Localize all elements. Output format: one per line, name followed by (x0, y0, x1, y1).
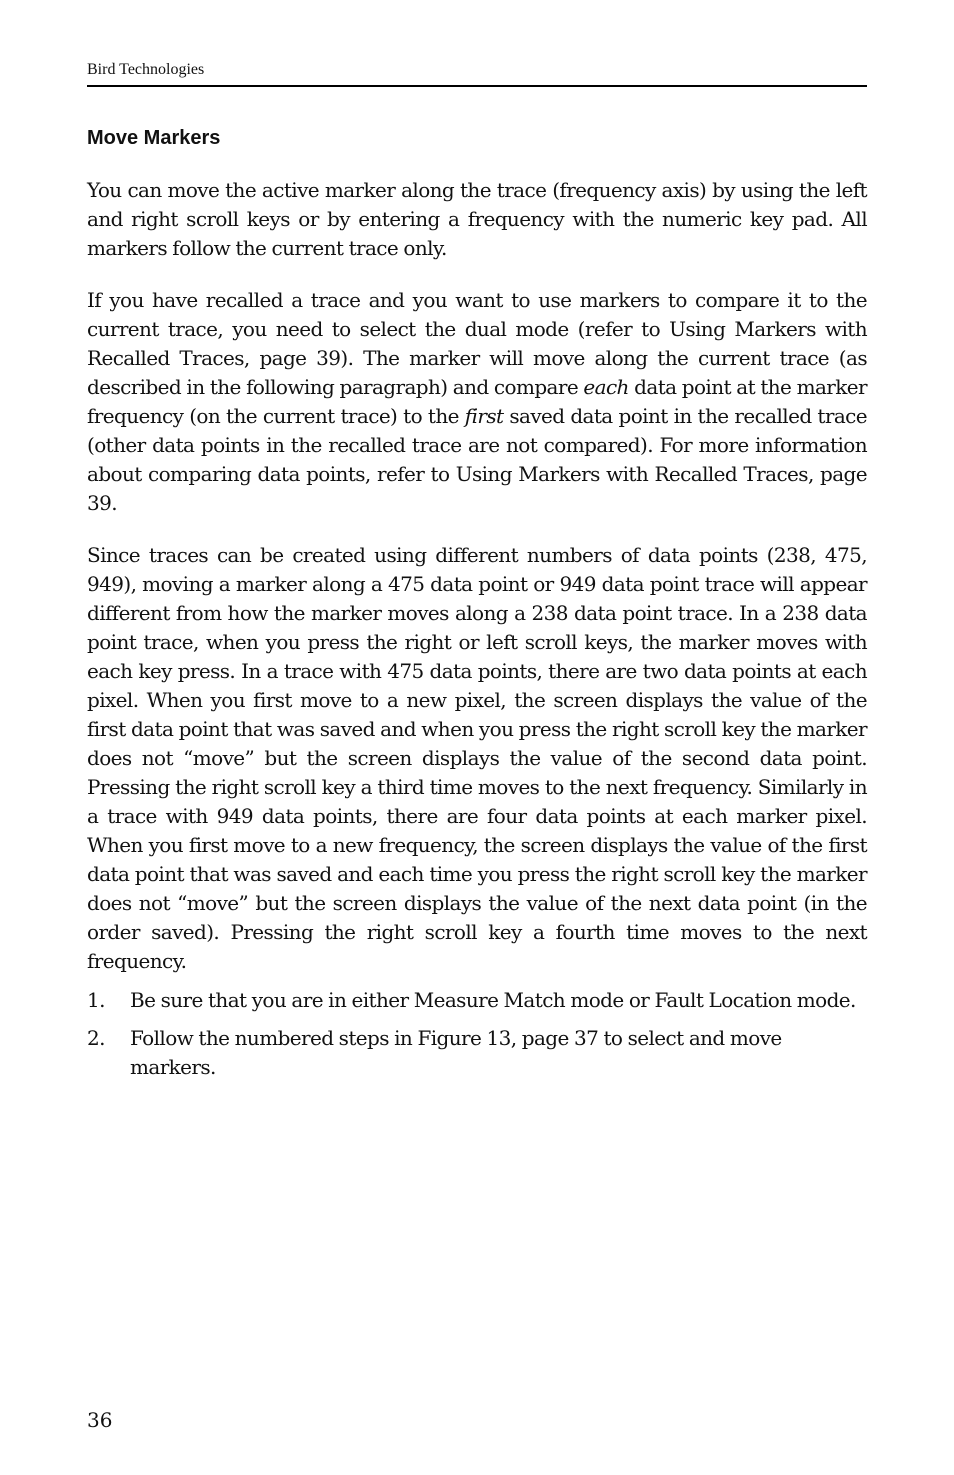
header-rule (87, 85, 867, 87)
paragraph-dual-mode-part-2: data point at the marker frequency (on the current trace) to the (87, 375, 867, 428)
paragraph-dual-mode-part-3: saved data point in the recalled trace (other data points in the recalled trace are not compared). For more information about comparing data points, refer to Using Markers with Recalled Traces, page 39. (87, 404, 867, 515)
paragraph-data-points: Since traces can be created using different numbers of data points (238, 475, 949), moving a marker along a 475 data point or 949 data point trace will appear different from how the marker moves along a 238 data point trace. In a 238 data point trace, when you press the right or left scroll keys, the marker moves with each key press. In a trace with 475 data points, there are two data points at each pixel. When you first move to a new pixel, the screen displays the value of the first data point that was saved and when you press the right scroll key the marker does not “move” but the screen displays the value of the second data point. Pressing the right scroll key a third time moves to the next frequency. Similarly in a trace with 949 data points, there are four data points at each marker pixel. When you first move to a new frequency, the screen displays the value of the first data point that was saved and each time you press the right scroll key the marker does not “move” but the screen displays the value of the next data point (in the order saved). Pressing the right scroll key a fourth time moves to the next frequency. (87, 543, 867, 973)
step-text: Be sure that you are in either Measure Match mode or Fault Location mode. (130, 988, 856, 1012)
emphasis-each: each (583, 375, 629, 399)
step-number: 2. (87, 1026, 105, 1050)
list-item (87, 1024, 867, 1082)
list-item (87, 986, 867, 1015)
section-heading: Move Markers (87, 127, 221, 149)
paragraph-intro: You can move the active marker along the trace (frequency axis) by using the left and right scroll keys or by entering a frequency with the numeric key pad. All markers follow the current trace only. (87, 178, 867, 260)
running-header: Bird Technologies (87, 61, 205, 78)
page-number: 36 (87, 1408, 113, 1432)
paragraph-dual-mode (87, 286, 867, 518)
body-text (87, 176, 867, 1091)
emphasis-first: first (464, 404, 504, 428)
steps-list (87, 986, 867, 1082)
paragraph-dual-mode-part-1: If you have recalled a trace and you want to use markers to compare it to the current trace, you need to select the dual mode (refer to Using Markers with Recalled Traces, page 39). The marker will move along the current trace (as described in the following paragraph) and compare (87, 288, 867, 399)
document-page (87, 0, 867, 1475)
step-text: Follow the numbered steps in Figure 13, page 37 to select and move markers. (130, 1026, 782, 1079)
step-number: 1. (87, 988, 105, 1012)
